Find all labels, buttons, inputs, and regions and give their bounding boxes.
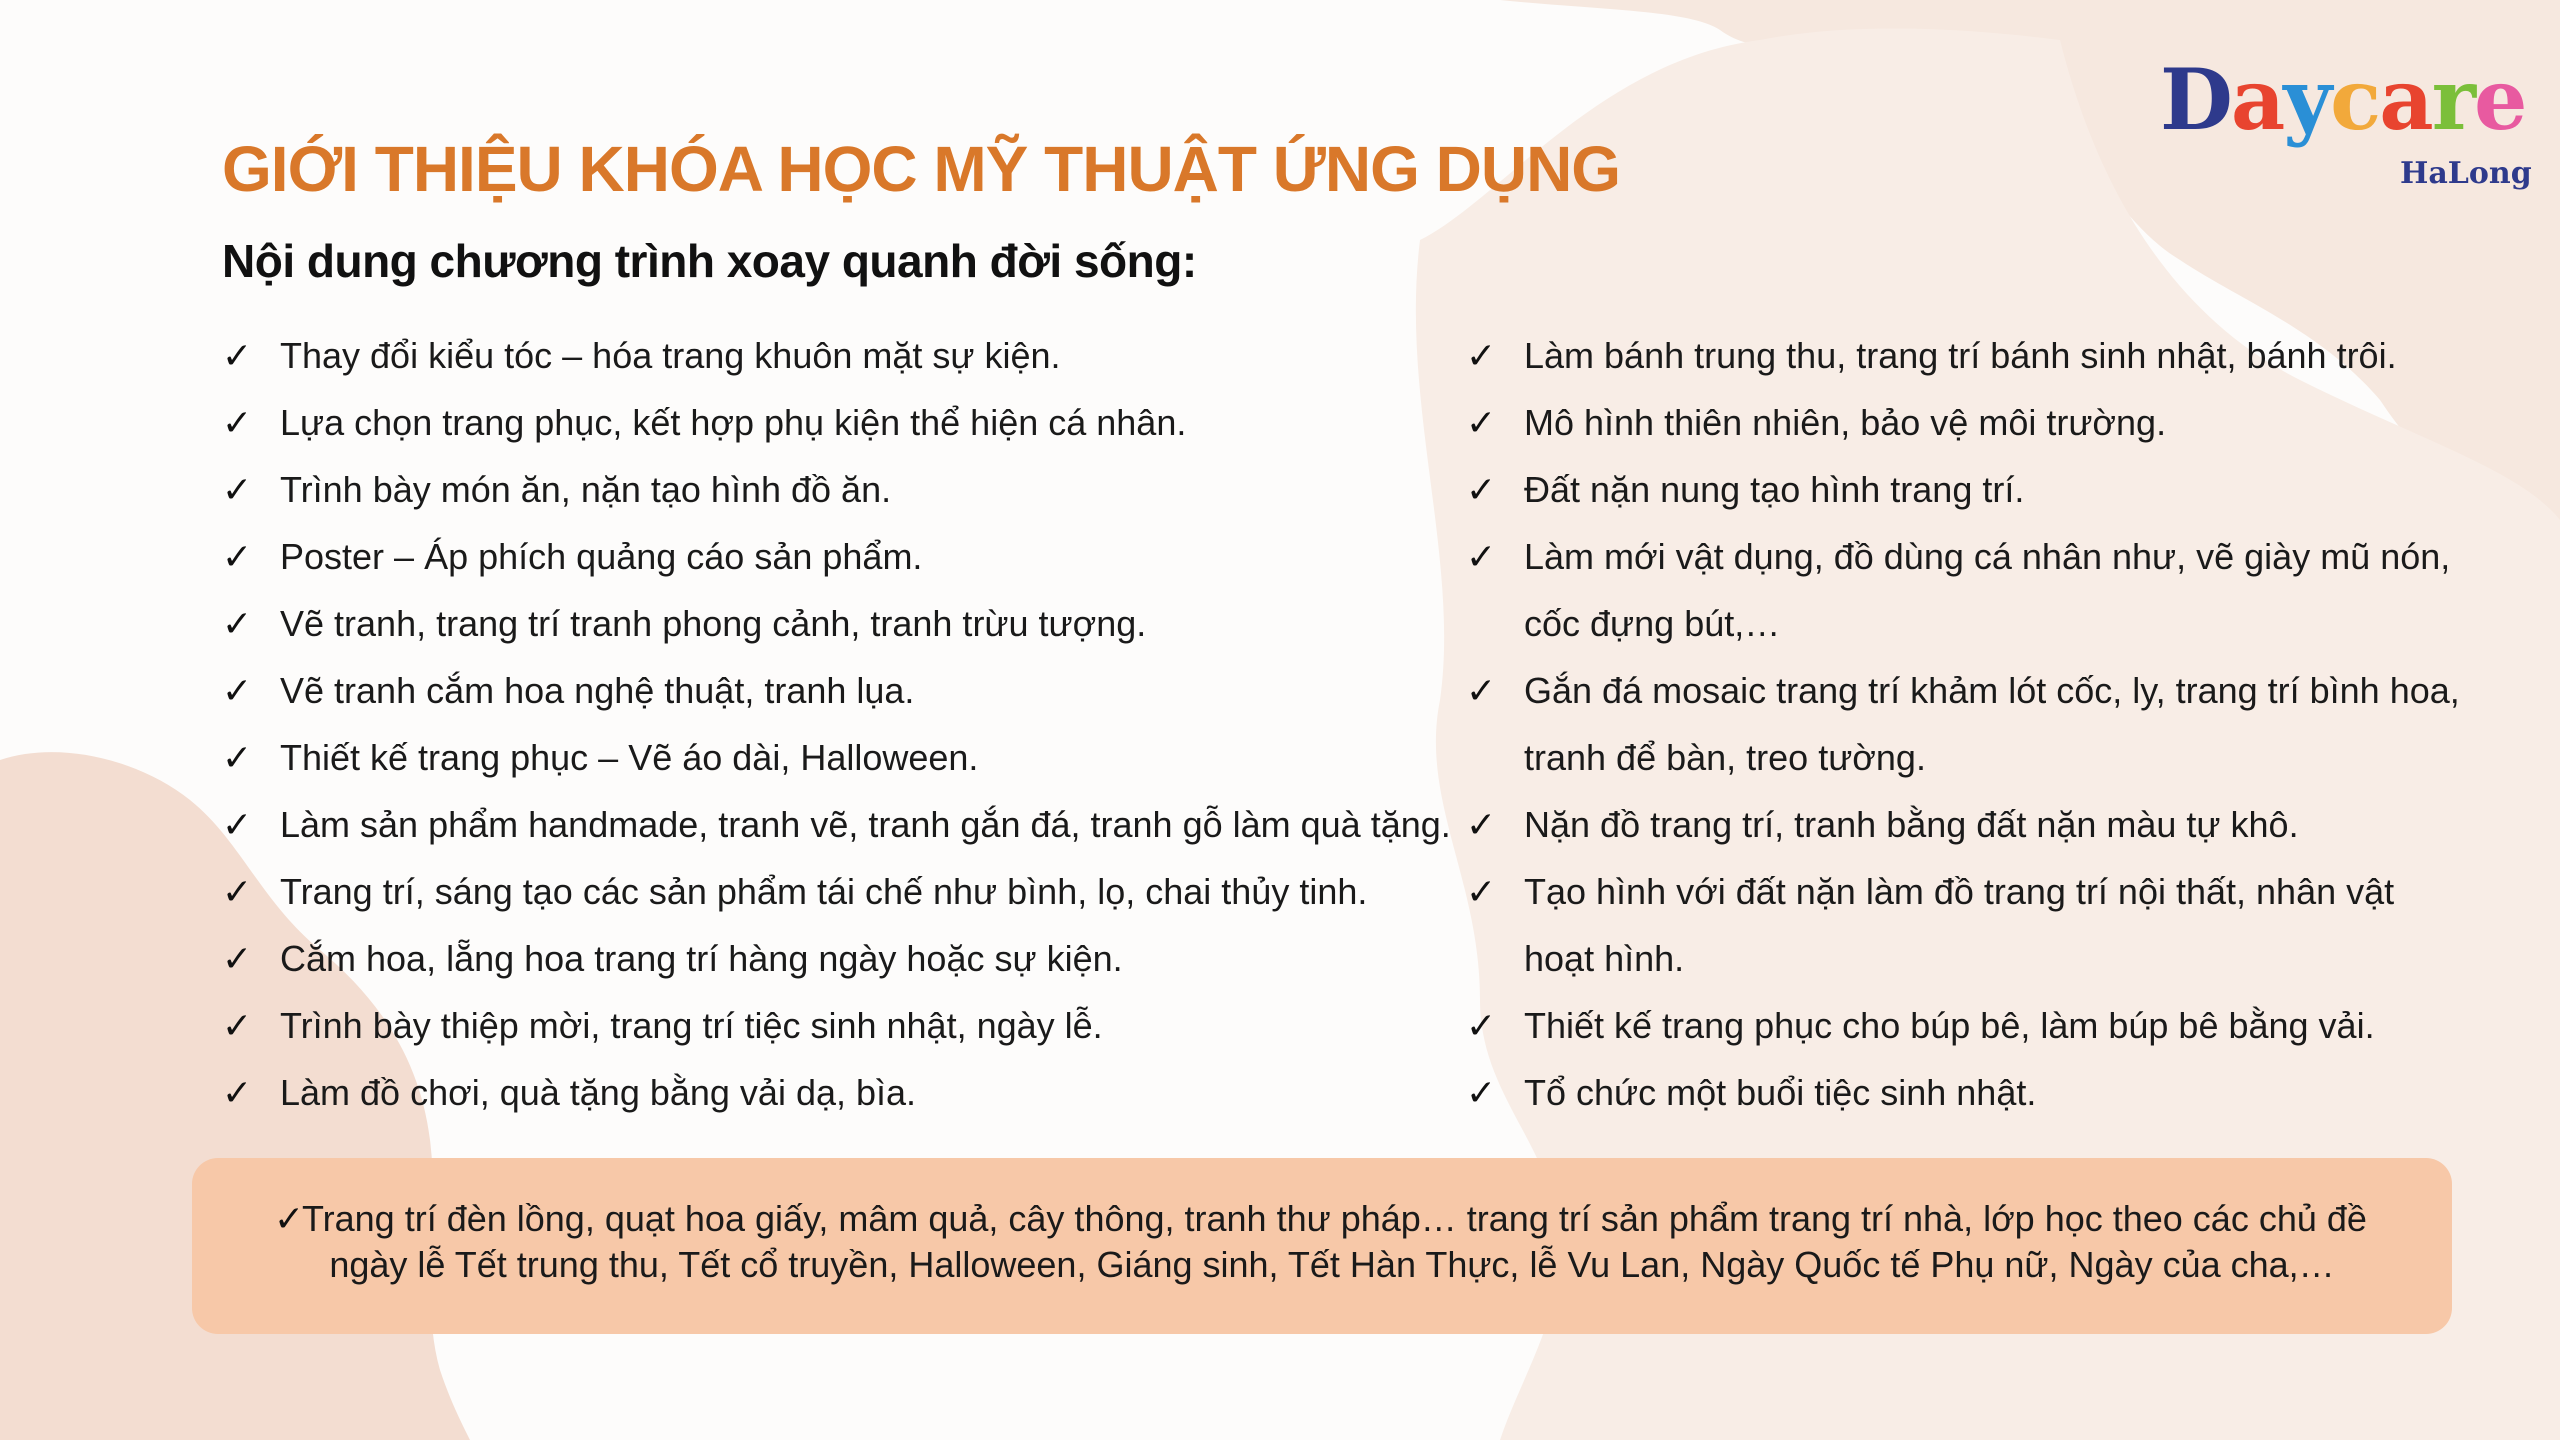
check-icon: ✓ [222,938,253,979]
list-item-text: Trang trí, sáng tạo các sản phẩm tái chế như bình, lọ, chai thủy tinh. [280,871,1368,912]
list-item-text: Nặn đồ trang trí, tranh bằng đất nặn màu tự khô. [1524,804,2299,845]
list-item [1466,791,2476,858]
list-item [222,791,1452,858]
list-item [1466,657,2476,791]
list-item-text-continued: cốc đựng bút,… [1524,603,1781,644]
logo-letter: a [2230,50,2284,149]
list-item [222,1059,1452,1126]
check-icon: ✓ [222,469,253,510]
check-icon: ✓ [222,603,253,644]
list-item-text: Gắn đá mosaic trang trí khảm lót cốc, ly, trang trí bình hoa, [1524,670,2460,711]
list-item-text: Poster – Áp phích quảng cáo sản phẩm. [280,536,923,577]
logo-letter: a [2379,50,2432,149]
logo-subtitle: HaLong [2400,156,2532,191]
list-item [222,523,1452,590]
highlight-box [192,1158,2452,1334]
check-icon: ✓ [274,1198,305,1239]
list-item-text: Mô hình thiên nhiên, bảo vệ môi trường. [1524,402,2167,443]
list-item-text-continued: hoạt hình. [1524,938,1685,979]
list-item-text: Lựa chọn trang phục, kết hợp phụ kiện thể hiện cá nhân. [280,402,1187,443]
list-item [222,992,1452,1059]
check-icon: ✓ [1466,335,1497,376]
logo-letter: e [2473,50,2526,149]
list-item-text: Vẽ tranh cắm hoa nghệ thuật, tranh lụa. [280,670,915,711]
left-activity-list [222,322,1452,1126]
list-item-text-continued: tranh để bàn, treo tường. [1524,737,1926,778]
highlight-line-1: Trang trí đèn lồng, quạt hoa giấy, mâm quả, cây thông, tranh thư pháp… trang trí sản phẩm trang trí nhà, lớp học theo các chủ đề [302,1198,2367,1239]
list-item-text: Làm đồ chơi, quà tặng bằng vải dạ, bìa. [280,1072,917,1113]
check-icon: ✓ [1466,804,1497,845]
check-icon: ✓ [1466,536,1497,577]
check-icon: ✓ [1466,1005,1497,1046]
check-icon: ✓ [222,804,253,845]
logo-letter: c [2330,50,2380,149]
list-item [222,925,1452,992]
list-item-text: Làm sản phẩm handmade, tranh vẽ, tranh gắn đá, tranh gỗ làm quà tặng. [280,804,1451,845]
list-item-text: Trình bày thiệp mời, trang trí tiệc sinh nhật, ngày lễ. [280,1005,1103,1046]
list-item [222,389,1452,456]
list-item-text: Trình bày món ăn, nặn tạo hình đồ ăn. [280,469,892,510]
section-subtitle: Nội dung chương trình xoay quanh đời sống: [222,235,1197,287]
check-icon: ✓ [1466,402,1497,443]
list-item-text: Làm mới vật dụng, đồ dùng cá nhân như, vẽ giày mũ nón, [1524,536,2451,577]
daycare-logo [2160,50,2532,208]
list-item [222,322,1452,389]
logo-letter: y [2283,50,2331,149]
check-icon: ✓ [222,536,253,577]
list-item-text: Tạo hình với đất nặn làm đồ trang trí nội thất, nhân vật [1524,871,2395,912]
list-item [222,724,1452,791]
page-title: GIỚI THIỆU KHÓA HỌC MỸ THUẬT ỨNG DỤNG [222,133,1621,205]
list-item-text: Tổ chức một buổi tiệc sinh nhật. [1524,1072,2037,1113]
list-item [1466,523,2476,657]
check-icon: ✓ [222,402,253,443]
check-icon: ✓ [1466,871,1497,912]
check-icon: ✓ [222,737,253,778]
list-item [222,456,1452,523]
list-item-text: Làm bánh trung thu, trang trí bánh sinh nhật, bánh trôi. [1524,335,2397,376]
check-icon: ✓ [1466,1072,1497,1113]
check-icon: ✓ [222,871,253,912]
list-item [1466,1059,2476,1126]
highlight-line-2: ngày lễ Tết trung thu, Tết cổ truyền, Halloween, Giáng sinh, Tết Hàn Thực, lễ Vu Lan, Ngày Quốc tế Phụ nữ, Ngày của cha,… [329,1244,2335,1285]
list-item-text: Vẽ tranh, trang trí tranh phong cảnh, tranh trừu tượng. [280,603,1147,644]
list-item-text: Cắm hoa, lẵng hoa trang trí hàng ngày hoặc sự kiện. [280,938,1123,979]
list-item [1466,322,2476,389]
logo-letter: D [2160,50,2231,149]
check-icon: ✓ [222,1072,253,1113]
list-item-text: Thiết kế trang phục – Vẽ áo dài, Halloween. [280,737,979,778]
list-item [1466,456,2476,523]
list-item [222,858,1452,925]
logo-letter: r [2431,50,2474,149]
check-icon: ✓ [222,670,253,711]
check-icon: ✓ [1466,469,1497,510]
list-item [222,590,1452,657]
check-icon: ✓ [222,335,253,376]
check-icon: ✓ [1466,670,1497,711]
list-item-text: Thiết kế trang phục cho búp bê, làm búp bê bằng vải. [1524,1005,2375,1046]
list-item [1466,858,2476,992]
list-item [1466,992,2476,1059]
list-item [222,657,1452,724]
logo-wordmark [2160,50,2526,149]
right-activity-list [1466,322,2476,1126]
list-item-text: Thay đổi kiểu tóc – hóa trang khuôn mặt sự kiện. [280,335,1061,376]
list-item [1466,389,2476,456]
highlight-text [302,1196,2367,1288]
check-icon: ✓ [222,1005,253,1046]
list-item-text: Đất nặn nung tạo hình trang trí. [1524,469,2025,510]
